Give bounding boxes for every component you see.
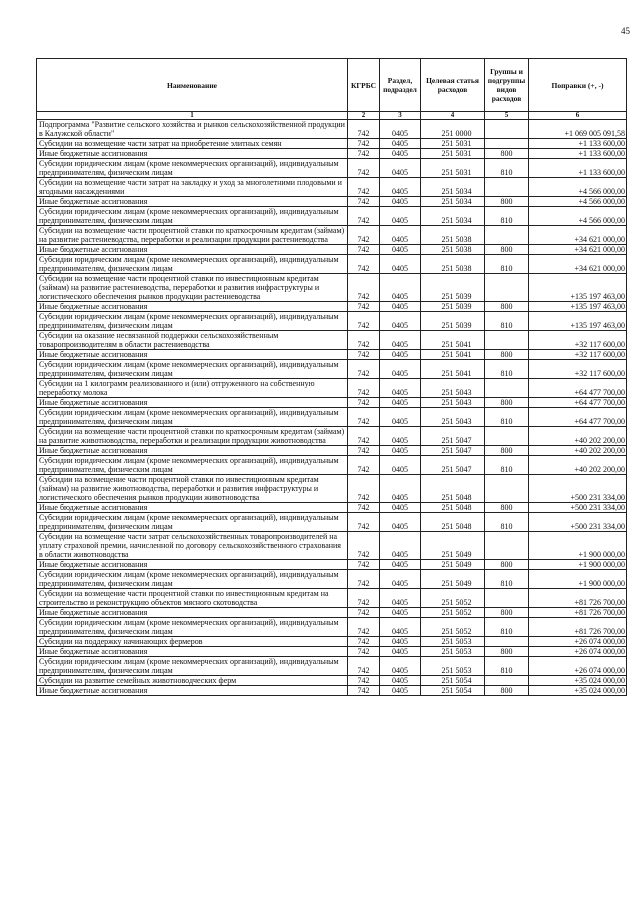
row-group — [485, 676, 529, 686]
table-row — [37, 647, 627, 657]
row-kgrbs: 742 — [348, 560, 380, 570]
row-kgrbs: 742 — [348, 255, 380, 274]
row-name: Субсидии на возмещение части затрат на закладку и уход за многолетними плодовыми и ягодными насаждениями — [37, 178, 348, 197]
table-row — [37, 456, 627, 475]
row-name: Иные бюджетные ассигнования — [37, 503, 348, 513]
row-target-code: 251 5031 — [421, 149, 485, 159]
row-amount: +1 133 600,00 — [529, 149, 627, 159]
row-section: 0405 — [380, 139, 421, 149]
row-amount: +500 231 334,00 — [529, 503, 627, 513]
row-target-code: 251 0000 — [421, 120, 485, 139]
row-name: Субсидии юридическим лицам (кроме некоммерческих организаций), индивидуальным предпринимателям, физическим лицам — [37, 408, 348, 427]
row-section: 0405 — [380, 379, 421, 398]
row-target-code: 251 5052 — [421, 618, 485, 637]
row-amount: +35 024 000,00 — [529, 676, 627, 686]
row-group: 800 — [485, 197, 529, 207]
row-group — [485, 475, 529, 503]
row-section: 0405 — [380, 427, 421, 446]
table-row — [37, 350, 627, 360]
row-amount: +40 202 200,00 — [529, 456, 627, 475]
row-kgrbs: 742 — [348, 446, 380, 456]
row-section: 0405 — [380, 178, 421, 197]
row-kgrbs: 742 — [348, 589, 380, 608]
column-number: 1 — [37, 112, 348, 120]
row-amount: +135 197 463,00 — [529, 302, 627, 312]
row-section: 0405 — [380, 589, 421, 608]
row-amount: +40 202 200,00 — [529, 446, 627, 456]
row-kgrbs: 742 — [348, 608, 380, 618]
table-row — [37, 686, 627, 696]
row-section: 0405 — [380, 657, 421, 676]
table-row — [37, 274, 627, 302]
table-body — [37, 120, 627, 696]
row-section: 0405 — [380, 245, 421, 255]
row-kgrbs: 742 — [348, 686, 380, 696]
table-row — [37, 398, 627, 408]
row-amount: +81 726 700,00 — [529, 608, 627, 618]
row-target-code: 251 5048 — [421, 513, 485, 532]
row-name: Субсидии юридическим лицам (кроме некоммерческих организаций), индивидуальным предпринимателям, физическим лицам — [37, 513, 348, 532]
row-amount: +34 621 000,00 — [529, 255, 627, 274]
row-section: 0405 — [380, 398, 421, 408]
table-row — [37, 513, 627, 532]
table-row — [37, 139, 627, 149]
row-group: 800 — [485, 245, 529, 255]
row-group — [485, 139, 529, 149]
row-target-code: 251 5054 — [421, 686, 485, 696]
row-group: 810 — [485, 360, 529, 379]
row-name: Субсидии на возмещение части процентной ставки по краткосрочным кредитам (займам) на развитие растениеводства, переработки и реализации продукции растениеводства — [37, 226, 348, 245]
page-number: 45 — [621, 26, 630, 36]
row-target-code: 251 5049 — [421, 560, 485, 570]
row-name: Субсидии на возмещение части процентной ставки по инвестиционным кредитам (займам) на развитие животноводства, переработки и развития инфраструктуры и логистического обеспечения рынков продукции животноводства — [37, 475, 348, 503]
row-target-code: 251 5031 — [421, 159, 485, 178]
row-section: 0405 — [380, 475, 421, 503]
row-amount: +64 477 700,00 — [529, 398, 627, 408]
row-group: 810 — [485, 159, 529, 178]
row-kgrbs: 742 — [348, 197, 380, 207]
row-kgrbs: 742 — [348, 456, 380, 475]
row-group: 810 — [485, 207, 529, 226]
row-amount: +34 621 000,00 — [529, 245, 627, 255]
row-group: 800 — [485, 350, 529, 360]
row-section: 0405 — [380, 560, 421, 570]
row-name: Субсидии на 1 килограмм реализованного и (или) отгруженного на собственную переработку молока — [37, 379, 348, 398]
table-header-row — [37, 59, 627, 112]
row-name: Иные бюджетные ассигнования — [37, 398, 348, 408]
row-amount: +34 621 000,00 — [529, 226, 627, 245]
row-kgrbs: 742 — [348, 226, 380, 245]
row-amount: +26 074 000,00 — [529, 647, 627, 657]
row-name: Субсидии юридическим лицам (кроме некоммерческих организаций), индивидуальным предпринимателям, физическим лицам — [37, 618, 348, 637]
row-section: 0405 — [380, 149, 421, 159]
row-name: Иные бюджетные ассигнования — [37, 560, 348, 570]
row-target-code: 251 5031 — [421, 139, 485, 149]
table-row — [37, 503, 627, 513]
row-kgrbs: 742 — [348, 149, 380, 159]
table-row — [37, 589, 627, 608]
row-name: Иные бюджетные ассигнования — [37, 608, 348, 618]
row-section: 0405 — [380, 503, 421, 513]
row-kgrbs: 742 — [348, 302, 380, 312]
table-row — [37, 560, 627, 570]
table-row — [37, 149, 627, 159]
table-row — [37, 408, 627, 427]
row-target-code: 251 5047 — [421, 446, 485, 456]
row-group — [485, 274, 529, 302]
row-section: 0405 — [380, 302, 421, 312]
row-target-code: 251 5039 — [421, 302, 485, 312]
column-number: 5 — [485, 112, 529, 120]
row-name: Субсидии на возмещение части процентной ставки по инвестиционным кредитам (займам) на развитие растениеводства, переработки и развития инфраструктуры и логистического обеспечения рынков продукции растениеводства — [37, 274, 348, 302]
row-amount: +500 231 334,00 — [529, 513, 627, 532]
row-target-code: 251 5053 — [421, 647, 485, 657]
row-target-code: 251 5043 — [421, 398, 485, 408]
table-row — [37, 676, 627, 686]
row-group: 800 — [485, 149, 529, 159]
row-kgrbs: 742 — [348, 657, 380, 676]
table-row — [37, 207, 627, 226]
row-target-code: 251 5049 — [421, 532, 485, 560]
row-target-code: 251 5047 — [421, 427, 485, 446]
row-amount: +4 566 000,00 — [529, 178, 627, 197]
row-section: 0405 — [380, 637, 421, 647]
row-group: 800 — [485, 398, 529, 408]
row-section: 0405 — [380, 120, 421, 139]
row-section: 0405 — [380, 197, 421, 207]
table-row — [37, 570, 627, 589]
table-row — [37, 532, 627, 560]
row-target-code: 251 5041 — [421, 360, 485, 379]
table-row — [37, 360, 627, 379]
row-name: Иные бюджетные ассигнования — [37, 149, 348, 159]
row-amount: +35 024 000,00 — [529, 686, 627, 696]
table-row — [37, 312, 627, 331]
row-target-code: 251 5039 — [421, 274, 485, 302]
row-section: 0405 — [380, 570, 421, 589]
row-kgrbs: 742 — [348, 570, 380, 589]
row-target-code: 251 5049 — [421, 570, 485, 589]
row-kgrbs: 742 — [348, 503, 380, 513]
row-amount: +1 900 000,00 — [529, 532, 627, 560]
row-amount: +1 133 600,00 — [529, 139, 627, 149]
row-name: Субсидии юридическим лицам (кроме некоммерческих организаций), индивидуальным предпринимателям, физическим лицам — [37, 312, 348, 331]
row-group: 810 — [485, 570, 529, 589]
row-target-code: 251 5048 — [421, 503, 485, 513]
row-kgrbs: 742 — [348, 274, 380, 302]
row-section: 0405 — [380, 686, 421, 696]
row-kgrbs: 742 — [348, 312, 380, 331]
row-amount: +32 117 600,00 — [529, 360, 627, 379]
table-row — [37, 159, 627, 178]
row-name: Иные бюджетные ассигнования — [37, 686, 348, 696]
row-group: 800 — [485, 503, 529, 513]
row-amount: +500 231 334,00 — [529, 475, 627, 503]
row-kgrbs: 742 — [348, 532, 380, 560]
row-name: Подпрограмма "Развитие сельского хозяйства и рынков сельскохозяйственной продукции в Калужской области" — [37, 120, 348, 139]
row-name: Субсидии юридическим лицам (кроме некоммерческих организаций), индивидуальным предпринимателям, физическим лицам — [37, 207, 348, 226]
table-row — [37, 302, 627, 312]
row-section: 0405 — [380, 255, 421, 274]
table-row — [37, 178, 627, 197]
row-group: 810 — [485, 657, 529, 676]
row-kgrbs: 742 — [348, 427, 380, 446]
row-group: 810 — [485, 513, 529, 532]
header-section: Раздел, подраздел — [380, 59, 421, 112]
row-group: 800 — [485, 647, 529, 657]
row-kgrbs: 742 — [348, 676, 380, 686]
row-amount: +26 074 000,00 — [529, 637, 627, 647]
row-section: 0405 — [380, 312, 421, 331]
table-row — [37, 379, 627, 398]
row-group: 810 — [485, 255, 529, 274]
row-amount: +135 197 463,00 — [529, 274, 627, 302]
row-name: Субсидии юридическим лицам (кроме некоммерческих организаций), индивидуальным предпринимателям, физическим лицам — [37, 570, 348, 589]
row-name: Субсидии на оказание несвязанной поддержки сельскохозяйственным товаропроизводителям в области растениеводства — [37, 331, 348, 350]
row-group — [485, 379, 529, 398]
row-amount: +1 900 000,00 — [529, 570, 627, 589]
row-name: Иные бюджетные ассигнования — [37, 197, 348, 207]
column-number: 4 — [421, 112, 485, 120]
row-section: 0405 — [380, 456, 421, 475]
row-name: Иные бюджетные ассигнования — [37, 245, 348, 255]
table-row — [37, 657, 627, 676]
row-name: Субсидии на развитие семейных животноводческих ферм — [37, 676, 348, 686]
row-kgrbs: 742 — [348, 408, 380, 427]
table-row — [37, 197, 627, 207]
row-section: 0405 — [380, 207, 421, 226]
row-kgrbs: 742 — [348, 139, 380, 149]
row-name: Иные бюджетные ассигнования — [37, 302, 348, 312]
row-group — [485, 532, 529, 560]
row-amount: +64 477 700,00 — [529, 408, 627, 427]
row-name: Иные бюджетные ассигнования — [37, 446, 348, 456]
row-section: 0405 — [380, 331, 421, 350]
column-number: 3 — [380, 112, 421, 120]
row-group — [485, 226, 529, 245]
row-target-code: 251 5038 — [421, 255, 485, 274]
row-kgrbs: 742 — [348, 331, 380, 350]
row-amount: +1 133 600,00 — [529, 159, 627, 178]
row-group — [485, 589, 529, 608]
budget-amendments-table — [36, 58, 627, 696]
row-group — [485, 178, 529, 197]
row-target-code: 251 5034 — [421, 197, 485, 207]
column-number: 2 — [348, 112, 380, 120]
row-target-code: 251 5052 — [421, 608, 485, 618]
row-amount: +81 726 700,00 — [529, 618, 627, 637]
row-name: Иные бюджетные ассигнования — [37, 647, 348, 657]
row-name: Субсидии на поддержку начинающих фермеров — [37, 637, 348, 647]
row-name: Субсидии на возмещение части процентной ставки по краткосрочным кредитам (займам) на развитие животноводства, переработки и реализации продукции животноводства — [37, 427, 348, 446]
row-amount: +1 069 005 091,58 — [529, 120, 627, 139]
table-row — [37, 608, 627, 618]
row-section: 0405 — [380, 408, 421, 427]
row-section: 0405 — [380, 618, 421, 637]
table-row — [37, 226, 627, 245]
header-target: Целевая статья расходов — [421, 59, 485, 112]
row-amount: +40 202 200,00 — [529, 427, 627, 446]
row-group: 810 — [485, 312, 529, 331]
row-section: 0405 — [380, 608, 421, 618]
row-kgrbs: 742 — [348, 618, 380, 637]
row-group — [485, 637, 529, 647]
row-name: Субсидии юридическим лицам (кроме некоммерческих организаций), индивидуальным предпринимателям, физическим лицам — [37, 255, 348, 274]
row-target-code: 251 5034 — [421, 207, 485, 226]
row-section: 0405 — [380, 350, 421, 360]
row-kgrbs: 742 — [348, 245, 380, 255]
row-kgrbs: 742 — [348, 475, 380, 503]
table-row — [37, 475, 627, 503]
table-row — [37, 120, 627, 139]
row-name: Субсидии юридическим лицам (кроме некоммерческих организаций), индивидуальным предпринимателям, физическим лицам — [37, 360, 348, 379]
header-groups: Группы и подгруппы видов расходов — [485, 59, 529, 112]
table-row — [37, 446, 627, 456]
row-section: 0405 — [380, 513, 421, 532]
row-amount: +4 566 000,00 — [529, 207, 627, 226]
row-amount: +32 117 600,00 — [529, 350, 627, 360]
row-target-code: 251 5041 — [421, 331, 485, 350]
row-kgrbs: 742 — [348, 350, 380, 360]
row-kgrbs: 742 — [348, 207, 380, 226]
row-target-code: 251 5041 — [421, 350, 485, 360]
row-section: 0405 — [380, 159, 421, 178]
row-section: 0405 — [380, 676, 421, 686]
row-target-code: 251 5048 — [421, 475, 485, 503]
table-row — [37, 255, 627, 274]
row-group: 800 — [485, 608, 529, 618]
header-name: Наименование — [37, 59, 348, 112]
table-row — [37, 331, 627, 350]
table-row — [37, 245, 627, 255]
row-target-code: 251 5047 — [421, 456, 485, 475]
row-group: 810 — [485, 408, 529, 427]
header-amendments: Поправки (+, -) — [529, 59, 627, 112]
row-amount: +81 726 700,00 — [529, 589, 627, 608]
row-amount: +26 074 000,00 — [529, 657, 627, 676]
row-group: 810 — [485, 618, 529, 637]
table-row — [37, 427, 627, 446]
row-name: Субсидии юридическим лицам (кроме некоммерческих организаций), индивидуальным предпринимателям, физическим лицам — [37, 159, 348, 178]
row-group: 800 — [485, 302, 529, 312]
row-section: 0405 — [380, 274, 421, 302]
row-kgrbs: 742 — [348, 120, 380, 139]
row-target-code: 251 5052 — [421, 589, 485, 608]
row-name: Субсидии на возмещение части затрат на приобретение элитных семян — [37, 139, 348, 149]
row-kgrbs: 742 — [348, 178, 380, 197]
row-group — [485, 331, 529, 350]
row-group — [485, 427, 529, 446]
row-target-code: 251 5053 — [421, 637, 485, 647]
row-section: 0405 — [380, 647, 421, 657]
row-target-code: 251 5043 — [421, 408, 485, 427]
row-section: 0405 — [380, 446, 421, 456]
row-target-code: 251 5053 — [421, 657, 485, 676]
column-number-row — [37, 112, 627, 120]
row-group: 800 — [485, 446, 529, 456]
row-name: Субсидии юридическим лицам (кроме некоммерческих организаций), индивидуальным предпринимателям, физическим лицам — [37, 456, 348, 475]
row-kgrbs: 742 — [348, 159, 380, 178]
row-name: Субсидии юридическим лицам (кроме некоммерческих организаций), индивидуальным предпринимателям, физическим лицам — [37, 657, 348, 676]
row-amount: +32 117 600,00 — [529, 331, 627, 350]
row-amount: +4 566 000,00 — [529, 197, 627, 207]
row-kgrbs: 742 — [348, 647, 380, 657]
row-section: 0405 — [380, 226, 421, 245]
row-amount: +1 900 000,00 — [529, 560, 627, 570]
row-target-code: 251 5038 — [421, 245, 485, 255]
row-section: 0405 — [380, 532, 421, 560]
table-row — [37, 637, 627, 647]
row-kgrbs: 742 — [348, 360, 380, 379]
row-target-code: 251 5043 — [421, 379, 485, 398]
table-row — [37, 618, 627, 637]
row-name: Иные бюджетные ассигнования — [37, 350, 348, 360]
row-kgrbs: 742 — [348, 398, 380, 408]
row-kgrbs: 742 — [348, 637, 380, 647]
row-target-code: 251 5039 — [421, 312, 485, 331]
row-group: 810 — [485, 456, 529, 475]
row-section: 0405 — [380, 360, 421, 379]
row-name: Субсидии на возмещение части затрат сельскохозяйственных товаропроизводителей на уплату страховой премии, начисленной по договору сельскохозяйственного страхования в области животноводства — [37, 532, 348, 560]
row-amount: +135 197 463,00 — [529, 312, 627, 331]
row-group: 800 — [485, 560, 529, 570]
row-target-code: 251 5038 — [421, 226, 485, 245]
row-kgrbs: 742 — [348, 379, 380, 398]
row-amount: +64 477 700,00 — [529, 379, 627, 398]
row-group — [485, 120, 529, 139]
column-number: 6 — [529, 112, 627, 120]
row-kgrbs: 742 — [348, 513, 380, 532]
header-kgrbs: КГРБС — [348, 59, 380, 112]
row-target-code: 251 5034 — [421, 178, 485, 197]
row-name: Субсидии на возмещение части процентной ставки по инвестиционным кредитам на строительство и реконструкцию объектов мясного скотоводства — [37, 589, 348, 608]
row-group: 800 — [485, 686, 529, 696]
row-target-code: 251 5054 — [421, 676, 485, 686]
